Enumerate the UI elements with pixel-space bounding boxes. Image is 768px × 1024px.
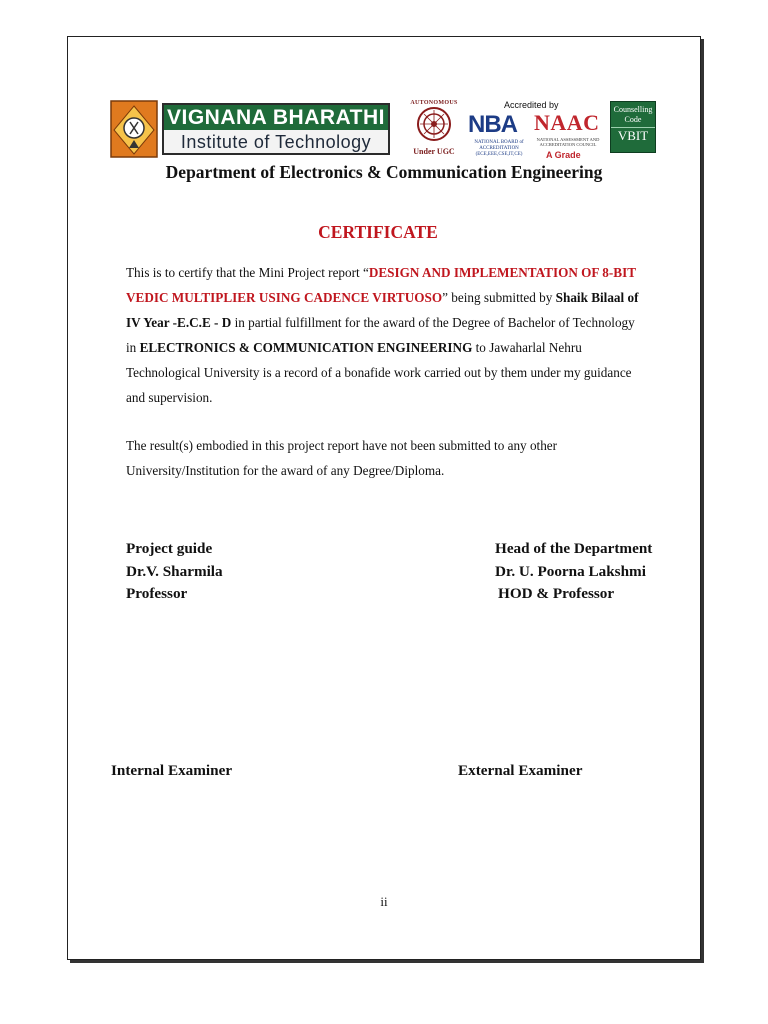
nba-logo: NBA (468, 111, 517, 138)
p1-end: to Jawaharlal Nehru Technological University is a record of a bonafide work carried out by them under my guidance and supervision. (126, 340, 632, 405)
p1-mid: in partial fulfillment for the award of the Degree of Bachelor of Technology in (126, 315, 635, 355)
ugc-seal-icon (416, 106, 452, 142)
hod-role: Head of the Department (495, 540, 653, 557)
p1-intro: This is to certify that the Mini Project report “ (126, 265, 369, 280)
department-heading: Department of Electronics & Communication Engineering (165, 162, 603, 182)
accredited-by-label: Accredited by (504, 100, 559, 110)
naac-logo: NAAC (534, 110, 600, 135)
institute-wordmark (162, 103, 390, 155)
institute-name-line1: VIGNANA BHARATHI (164, 105, 388, 130)
guide-name: Dr.V. Sharmila (126, 562, 223, 580)
naac-grade: A Grade (546, 150, 581, 160)
student-details: Shaik Bilaal of IV Year -E.C.E - D (126, 290, 639, 330)
counselling-code-badge (610, 101, 656, 153)
institute-logo (110, 100, 394, 158)
external-examiner: External Examiner (458, 762, 583, 779)
ugc-autonomous-logo (408, 100, 460, 162)
counselling-code-label: Code (624, 115, 642, 124)
certificate-paragraph-2: The result(s) embodied in this project report have not been submitted to any other University/Institution for the award of any Degree/Diploma. (126, 438, 558, 478)
autonomous-under-ugc: Under UGC (413, 147, 455, 156)
accreditation-logos (468, 100, 608, 162)
hod-signature (495, 538, 652, 606)
counselling-label: Counselling (613, 105, 653, 114)
autonomous-caption: AUTONOMOUS (410, 100, 458, 106)
institute-emblem-icon (110, 100, 158, 158)
certificate-paragraph-1 (126, 260, 646, 410)
hod-title: HOD & Professor (498, 585, 615, 602)
branch-name: ELECTRONICS & COMMUNICATION ENGINEERING (139, 340, 473, 355)
naac-subtext: NATIONAL ASSESSMENT AND ACCREDITATION COUNCIL (536, 137, 600, 147)
guide-title: Professor (126, 585, 188, 602)
certificate-title: CERTIFICATE (318, 222, 438, 242)
hod-name: Dr. U. Poorna Lakshmi (495, 562, 646, 580)
p1-after-title: ” being submitted by (442, 290, 556, 305)
page-number: ii (380, 894, 388, 909)
nba-subtext: NATIONAL BOARD of ACCREDITATION (ECE,EEE,CSE,IT,CE) (474, 140, 524, 157)
project-guide-signature (126, 538, 223, 606)
institute-name-line2: Institute of Technology (164, 130, 388, 153)
guide-role: Project guide (126, 540, 213, 557)
counselling-code-value: VBIT (611, 127, 655, 144)
internal-examiner: Internal Examiner (111, 762, 233, 779)
project-title: DESIGN AND IMPLEMENTATION OF 8-BIT VEDIC MULTIPLIER USING CADENCE VIRTUOSO (126, 265, 636, 305)
